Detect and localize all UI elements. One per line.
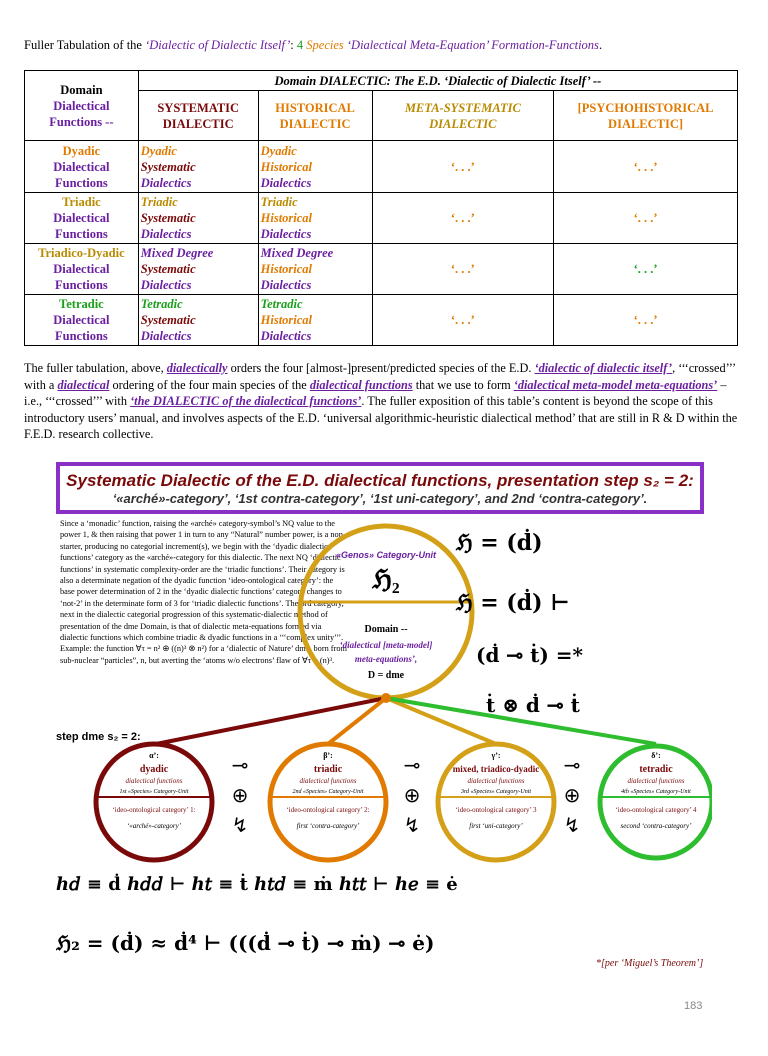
- col-header-psychohistorical: [PSYCHOHISTORICAL DIALECTIC]: [554, 91, 738, 141]
- svg-text:meta-equations’,: meta-equations’,: [354, 654, 418, 664]
- species-circle-gamma: [438, 744, 554, 860]
- meta-equations-label: ‘dialectical [meta-model]: [339, 640, 433, 650]
- svg-text:dialectical functions: dialectical functions: [627, 777, 685, 785]
- col-header-meta-systematic: META-SYSTEMATIC DIALECTIC: [372, 91, 554, 141]
- svg-text:γ’:: γ’:: [491, 751, 501, 760]
- svg-text:1st «Species» Category-Unit: 1st «Species» Category-Unit: [119, 789, 189, 795]
- svg-text:2nd «Species» Category-Unit: 2nd «Species» Category-Unit: [292, 789, 364, 795]
- formula-row-3: (ḋ ⊸ ṫ) =*: [476, 643, 584, 667]
- svg-text:⊕: ⊕: [563, 783, 581, 807]
- svg-text:mixed, triadico-dyadic: mixed, triadico-dyadic: [452, 764, 540, 774]
- svg-text:first ‘uni-category’: first ‘uni-category’: [469, 822, 523, 830]
- svg-text:dialectical functions: dialectical functions: [299, 777, 357, 785]
- svg-text:↯: ↯: [563, 813, 581, 837]
- tabulation-table: [24, 70, 738, 346]
- formula-row-1: ℌ = (ḋ): [456, 530, 543, 556]
- svg-text:tetradic: tetradic: [639, 764, 673, 775]
- page-number: 183: [684, 1000, 703, 1012]
- title-quote: ‘Dialectic of Dialectic Itself’: [145, 38, 291, 52]
- diagram-graphic: [56, 462, 712, 972]
- svg-text:⊸: ⊸: [231, 753, 249, 777]
- svg-text:dialectical functions: dialectical functions: [467, 777, 525, 785]
- svg-text:⊸: ⊸: [403, 753, 421, 777]
- species-circle-beta: [270, 744, 386, 860]
- step-label: step dme s₂ = 2:: [56, 731, 141, 743]
- table-main-header: Domain DIALECTIC: The E.D. ‘Dialectic of Dialectic Itself’ --: [138, 71, 737, 91]
- col-header-systematic: SYSTEMATIC DIALECTIC: [138, 91, 258, 141]
- svg-text:↯: ↯: [403, 813, 421, 837]
- species-circle-alpha: [96, 744, 212, 860]
- svg-text:δ’:: δ’:: [651, 751, 661, 760]
- svg-text:α’:: α’:: [149, 751, 159, 760]
- dialectic-diagram: [56, 462, 712, 972]
- body-paragraph: The fuller tabulation, above, dialectically orders the four [almost-]present/predicted species of the E.D. ‘dialectic of dialectic itself’, ‘‘‘crossed’’’ with a dialectical ordering of the four main species of the dialectical functions that we use to form ‘dialectical meta-model meta-equations’ – i.e., ‘‘‘crossed’’’ with ‘the DIALECTIC of the dialectical functions’. The fuller exposition of this table’s content is beyond the scope of this introductory users’ manual, and involves aspects of the E.D. ‘universal algorithmic-heuristic dialectical method’ that are still in R & D within the F.E.D. research collective.: [24, 361, 738, 442]
- formula-bottom-row-1: ℎ𝑑 ≡ ḋ ℎ𝑑𝑑 ⊢ ℎ𝑡 ≡ ṫ ℎ𝑡𝑑 ≡ ṁ ℎ𝑡𝑡 ⊢ ℎ𝑒 ≡ ė: [56, 874, 458, 895]
- diagram-banner: Systematic Dialectic of the E.D. dialectical functions, presentation step s₂ = 2: ‘«arché»-category’, ‘1st contra-category’, ‘1st uni-category’, and 2nd ‘contra-category’.: [56, 462, 704, 514]
- table-corner: Domain Dialectical Functions --: [25, 71, 139, 141]
- svg-text:first ‘contra-category’: first ‘contra-category’: [296, 822, 360, 830]
- genos-symbol: ℌ₂: [372, 565, 400, 594]
- svg-text:3rd «Species» Category-Unit: 3rd «Species» Category-Unit: [460, 789, 532, 795]
- d-equals-label: D = dme: [367, 670, 405, 681]
- table-row: Dyadic Dialectical Functions Dyadic Systematic Dialectics Dyadic Historical Dialectics ‘. . .’ ‘. . .’: [25, 141, 738, 193]
- svg-text:↯: ↯: [231, 813, 249, 837]
- svg-text:β’:: β’:: [323, 751, 333, 760]
- domain-label: Domain --: [364, 624, 408, 635]
- svg-text:⊕: ⊕: [231, 783, 249, 807]
- arrow-gamma: [386, 698, 496, 744]
- svg-text:4th «Species» Category-Unit: 4th «Species» Category-Unit: [621, 789, 691, 795]
- table-row: Triadic Dialectical Functions Triadic Systematic Dialectics Triadic Historical Dialectics ‘. . .’ ‘. . .’: [25, 193, 738, 244]
- table-row: Tetradic Dialectical Functions Tetradic Systematic Dialectics Tetradic Historical Dialectics ‘. . .’ ‘. . .’: [25, 295, 738, 346]
- svg-text:triadic: triadic: [313, 764, 343, 775]
- svg-text:‘«arché»-category’: ‘«arché»-category’: [126, 822, 182, 830]
- svg-text:dyadic: dyadic: [139, 764, 169, 775]
- formula-bottom-row-2: ℌ₂ = (ḋ) ≈ ḋ⁴ ⊢ (((ḋ ⊸ ṫ) ⊸ ṁ) ⊸ ė): [56, 931, 435, 955]
- arrow-alpha: [156, 698, 386, 744]
- genos-circle: [300, 526, 472, 698]
- table-row: Triadico-Dyadic Dialectical Functions Mixed Degree Systematic Dialectics Mixed Degree Historical Dialectics ‘. . .’ ‘. . .’: [25, 244, 738, 295]
- svg-text:dialectical functions: dialectical functions: [125, 777, 183, 785]
- svg-text:⊕: ⊕: [403, 783, 421, 807]
- svg-text:‘ideo-ontological category’ 1:: ‘ideo-ontological category’ 1:: [112, 806, 196, 814]
- svg-text:‘ideo-ontological category’ 4: ‘ideo-ontological category’ 4: [615, 806, 697, 814]
- species-circle-delta: [600, 746, 712, 858]
- diagram-explanation: Since a ‘monadic’ function, raising the «arché» category-symbol’s NQ value to the power 1, & then raising that power 1 in turn to any “Natural” number power, is a non-starter, producing no categorial increment(s), we begin with the ‘dyadic dialectic functions’ category as the «arché»-category for this dialectic. The next NQ ‘dialectic functions’ in systematic complexity-order are the ‘triadic functions’. Their category is also a determinate negation of the dyadic function ‘ideo-ontological category’: the base power determination of 2 in the ‘dyadic dialectic functions’ category changes to ‘not-2’ in the determinate form of 3 for ‘triadic dialectic functions’. The 3rd category, next in the dialectic categorial progression of this systematic-dialectic method of presentation of the dme Domain, is that of dialectic meta-equations formed via dialectic functions which combine triadic & dyadic functions in a ‘‘‘complex unity’’’. Example: the function ∀τ = n² ⊕ ((n)³ ⊗ n²) for a ‘dialectic of Nature’ dme, born from sub-nuclear “particles”, n, but averting the ‘atoms w/o electrons’ flaw of ∀τ = (n)³.: [60, 519, 347, 665]
- svg-text:‘ideo-ontological category’ 2:: ‘ideo-ontological category’ 2:: [286, 806, 370, 814]
- formula-row-4: ṫ ⊗ ḋ ⊸ ṫ: [486, 693, 580, 717]
- col-header-historical: HISTORICAL DIALECTIC: [258, 91, 372, 141]
- page-title: Fuller Tabulation of the ‘Dialectic of Dialectic Itself’: 4 Species ‘Dialectical Meta-Equation’ Formation-Functions.: [24, 38, 603, 52]
- formula-row-2: ℌ = (ḋ) ⊢: [456, 590, 570, 616]
- footnote: *[per ‘Miguel’s Theorem’]: [596, 958, 704, 969]
- svg-text:second ‘contra-category’: second ‘contra-category’: [620, 822, 692, 830]
- genos-label: «Genos» Category-Unit: [335, 550, 437, 560]
- svg-text:‘ideo-ontological category’ 3: ‘ideo-ontological category’ 3: [455, 806, 537, 814]
- svg-text:⊸: ⊸: [563, 753, 581, 777]
- right-formulas: [455, 528, 584, 717]
